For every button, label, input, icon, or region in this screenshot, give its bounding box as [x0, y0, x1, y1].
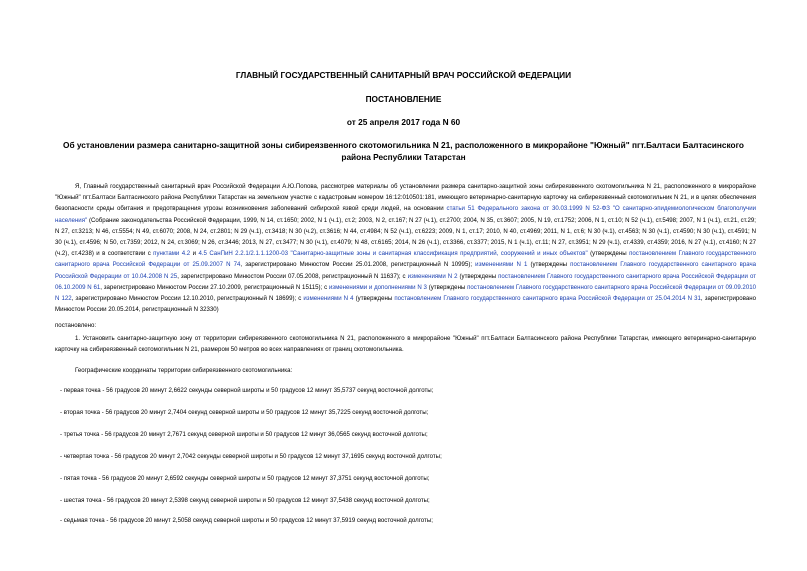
document-body	[55, 181, 756, 315]
clause-link[interactable]: пунктами 4.2	[153, 250, 191, 258]
resolution-link[interactable]: постановлением Главного государственного санитарного врача Российской Федерации от 10.04.2008 N 25	[55, 261, 757, 280]
preamble-text: Я, Главный государственный санитарный врач Российской Федерации А.Ю.Попова, рассмотрев материалы об установлении размера санитарно-защитной зоны сибиреязвенного скотомогильника N 21, расположенного в микрорайоне "Южный" пгт.Балтаси Балтасинского района Республики Татарстан на земельном участке с кадастровым номером 16:12:010501:181, имеющего ветеринарно-санитарную карточку на сибиреязвенный скотомогильник N 21, и в целях обеспечения безопасности среды обитания и предотвращения угрозы возникновения заболеваний сибирской язвой среди людей, на основании	[55, 183, 756, 213]
preamble-text: (утверждены	[527, 261, 571, 269]
preamble-text: (Собрание законодательства Российской Федерации, 1999, N 14, ст.1650; 2002, N 1 (ч.1), ст.2; 2003, N 2, ст.167; N 27 (ч.1), ст.2700; 2004, N 35, ст.3607; 2005, N 19, ст.1752; 2006, N 1, ст.10; N 52 (ч.1), ст.5498; 2007, N 1 (ч.1), ст.21, ст.29; N 27, ст.3213; N 46, ст.5554; N 49, ст.6070; 2008, N 24, ст.2801; N 29 (ч.1), ст.3418; N 30 (ч.2), ст.3616; N 44, ст.4984; N 52 (ч.1), ст.6223; 2009, N 1, ст.17; 2010, N 40, ст.4969; 2011, N 1, ст.6; N 30 (ч.1), ст.4563; N 30 (ч.1), ст.4590; N 30 (ч.1), ст.4591; N 30 (ч.1), ст.4596; N 50, ст.7359; 2012, N 24, ст.3069; N 26, ст.3446; 2013, N 27, ст.3477; N 30 (ч.1), ст.4079; N 48, ст.6165; 2014, N 26 (ч.1), ст.3366, ст.3377; 2015, N 1 (ч.1), ст.11; N 27, ст.3951; N 29 (ч.1), ст.4339, ст.4359; 2016, N 27 (ч.1), ст.4160; N 27 (ч.2), ст.4238) и в соответствии с	[55, 216, 756, 258]
coordinate-point: - пятая точка - 56 градусов 20 минут 2,6592 секунды северной широты и 50 градусов 12 минут 37,3751 секунд восточной долготы;	[60, 475, 430, 482]
preamble-text: (утверждены	[353, 295, 395, 303]
preamble-paragraph	[55, 181, 756, 315]
coordinates-heading: Географические координаты территории сибиреязвенного скотомогильника:	[75, 367, 293, 374]
law-link[interactable]: статьи 51 Федерального закона от 30.03.1999 N 52-ФЗ "О санитарно-эпидемиологическом благополучии населения"	[55, 205, 756, 224]
resolve-line: постановлено:	[55, 322, 97, 329]
amendments-link[interactable]: изменениями и дополнениями N 3	[328, 283, 427, 291]
coordinate-point: - третья точка - 56 градусов 20 минут 2,7671 секунд северной широты и 50 градусов 12 минут 36,0565 секунд восточной долготы;	[60, 431, 428, 438]
item-1-paragraph: 1. Установить санитарно-защитную зону от территории сибиреязвенного скотомогильника N 21, расположенного в микрорайоне "Южный" пгт.Балтаси Балтасинского района Республики Татарстан, имеющего ветеринарно-санитарную карточку на сибиреязвенный скотомогильник N 21, размером 50 метров во всех направлениях от границ скотомогильника.	[55, 335, 756, 354]
preamble-text: , зарегистрировано Минюстом России 07.05.2008, регистрационный N 11637); с	[177, 272, 408, 280]
coordinate-point: - первая точка - 56 градусов 20 минут 2,6622 секунды северной широты и 50 градусов 12 минут 35,5737 секунд восточной долготы;	[60, 387, 434, 394]
coordinate-point: - шестая точка - 56 градусов 20 минут 2,5398 секунд северной широты и 50 градусов 12 минут 37,5438 секунд восточной долготы;	[60, 497, 430, 504]
resolution-link[interactable]: постановлением Главного государственного санитарного врача Российской Федерации от 25.04.2014 N 31	[394, 295, 701, 303]
resolution-link[interactable]: постановлением Главного государственного санитарного врача Российской Федерации от 25.09.2007 N 74	[55, 250, 756, 269]
preamble-text: , зарегистрировано Минюстом России 12.10.2010, регистрационный N 18699); с	[71, 295, 304, 303]
coordinate-point: - вторая точка - 56 градусов 20 минут 2,7404 секунд северной широты и 50 градусов 12 минут 35,7225 секунд восточной долготы;	[60, 409, 429, 416]
document-type: ПОСТАНОВЛЕНИЕ	[365, 94, 442, 104]
preamble-text: , зарегистрировано Минюстом России 25.01.2008, регистрационный N 10995);	[240, 261, 476, 269]
preamble-text: , зарегистрировано Минюстом России 20.05.2014, регистрационный N 32330)	[55, 295, 757, 314]
preamble-text: и	[190, 250, 199, 258]
amendments-link[interactable]: изменениями N 4	[303, 295, 354, 303]
issuing-authority: ГЛАВНЫЙ ГОСУДАРСТВЕННЫЙ САНИТАРНЫЙ ВРАЧ РОССИЙСКОЙ ФЕДЕРАЦИИ	[235, 70, 572, 80]
preamble-text: (утверждены	[426, 283, 468, 291]
document-title: Об установлении размера санитарно-защитной зоны сибиреязвенного скотомогильника N 21, расположенного в микрорайоне "Южный" пгт.Балтаси Балтасинского района Республики Татарстан	[62, 140, 745, 162]
coordinate-point: - седьмая точка - 56 градусов 20 минут 2,5058 секунд северной широты и 50 градусов 12 минут 37,5919 секунд восточной долготы;	[60, 517, 433, 524]
preamble-text: (утверждены	[457, 272, 499, 280]
preamble-text: (утверждены	[587, 250, 630, 258]
amendments-link[interactable]: изменениями N 1	[475, 261, 528, 269]
resolution-link[interactable]: постановлением Главного государственного санитарного врача Российской Федерации от 06.10.2009 N 61	[55, 272, 756, 291]
amendments-link[interactable]: изменениями N 2	[407, 272, 458, 280]
coordinate-point: - четвертая точка - 56 градусов 20 минут 2,7042 секунды северной широты и 50 градусов 12 минут 37,1695 секунд восточной долготы;	[60, 453, 442, 460]
sanpin-link[interactable]: 4.5 СанПиН 2.2.1/2.1.1.1200-03 "Санитарно-защитные зоны и санитарная классификация предприятий, сооружений и иных объектов"	[198, 250, 588, 258]
resolution-link[interactable]: постановлением Главного государственного санитарного врача Российской Федерации от 09.09.2010 N 122	[55, 283, 756, 303]
document-date-number: от 25 апреля 2017 года N 60	[346, 117, 461, 127]
preamble-text: , зарегистрировано Минюстом России 27.10.2009, регистрационный N 15115); с	[100, 283, 329, 291]
